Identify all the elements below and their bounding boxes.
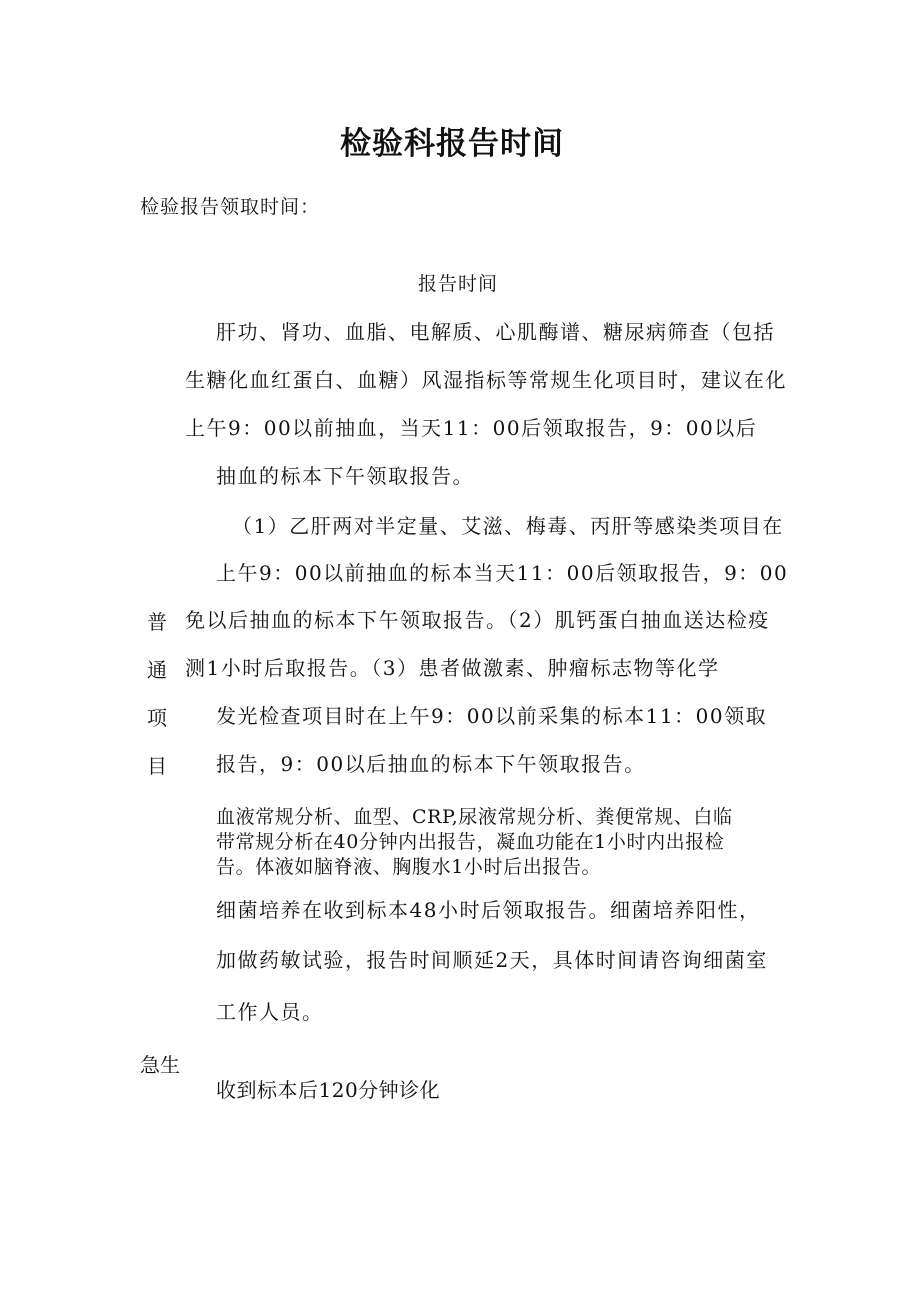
immuno-line: （1）乙肝两对半定量、艾滋、梅毒、丙肝等感染类项目在 <box>232 514 784 538</box>
immuno-line: 发光检查项目时在上午9：00以前采集的标本11：00领取 <box>216 704 768 728</box>
page-title: 检验科报告时间 <box>340 126 564 162</box>
bacteria-line: 加做药敏试验，报告时间顺延2天，具体时间请咨询细菌室 <box>216 948 768 972</box>
biochem-line: 抽血的标本下午领取报告。 <box>216 464 474 488</box>
routine-tests-line: 告。体液如脑脊液、胸腹水1小时后出报告。 <box>216 856 602 878</box>
immuno-line: 免以后抽血的标本下午领取报告。（2）肌钙蛋白抽血送达检疫 <box>185 608 770 632</box>
biochem-line: 生糖化血红蛋白、血糖）风湿指标等常规生化项目时，建议在化 <box>185 368 787 392</box>
emergency-label: 急生 <box>140 1053 180 1077</box>
side-char: 目 <box>147 754 167 778</box>
immuno-line: 报告，9：00以后抽血的标本下午领取报告。 <box>216 752 646 776</box>
immuno-line: 测1小时后取报告。（3）患者做激素、肿瘤标志物等化学 <box>185 656 720 680</box>
bacteria-line: 工作人员。 <box>216 1000 324 1024</box>
side-char: 普 <box>147 610 167 634</box>
routine-tests-line: 血液常规分析、血型、CRP,尿液常规分析、粪便常规、白临 <box>216 806 733 828</box>
bacteria-line: 细菌培养在收到标本48小时后领取报告。细菌培养阳性， <box>216 898 761 922</box>
biochem-line: 肝功、肾功、血脂、电解质、心肌酶谱、糖尿病筛查（包括 <box>216 320 775 344</box>
emergency-line: 收到标本后120分钟诊化 <box>216 1078 441 1102</box>
routine-tests-line: 带常规分析在40分钟内出报告，凝血功能在1小时内出报检 <box>216 831 725 853</box>
report-time-column-header: 报告时间 <box>418 273 499 295</box>
biochem-line: 上午9：00以前抽血，当天11：00后领取报告，9：00以后 <box>185 416 758 440</box>
side-char: 项 <box>147 706 167 730</box>
side-char: 通 <box>147 658 167 682</box>
report-pickup-heading: 检验报告领取时间： <box>140 196 321 218</box>
immuno-line: 上午9：00以前抽血的标本当天11：00后领取报告，9：00 <box>216 561 789 585</box>
